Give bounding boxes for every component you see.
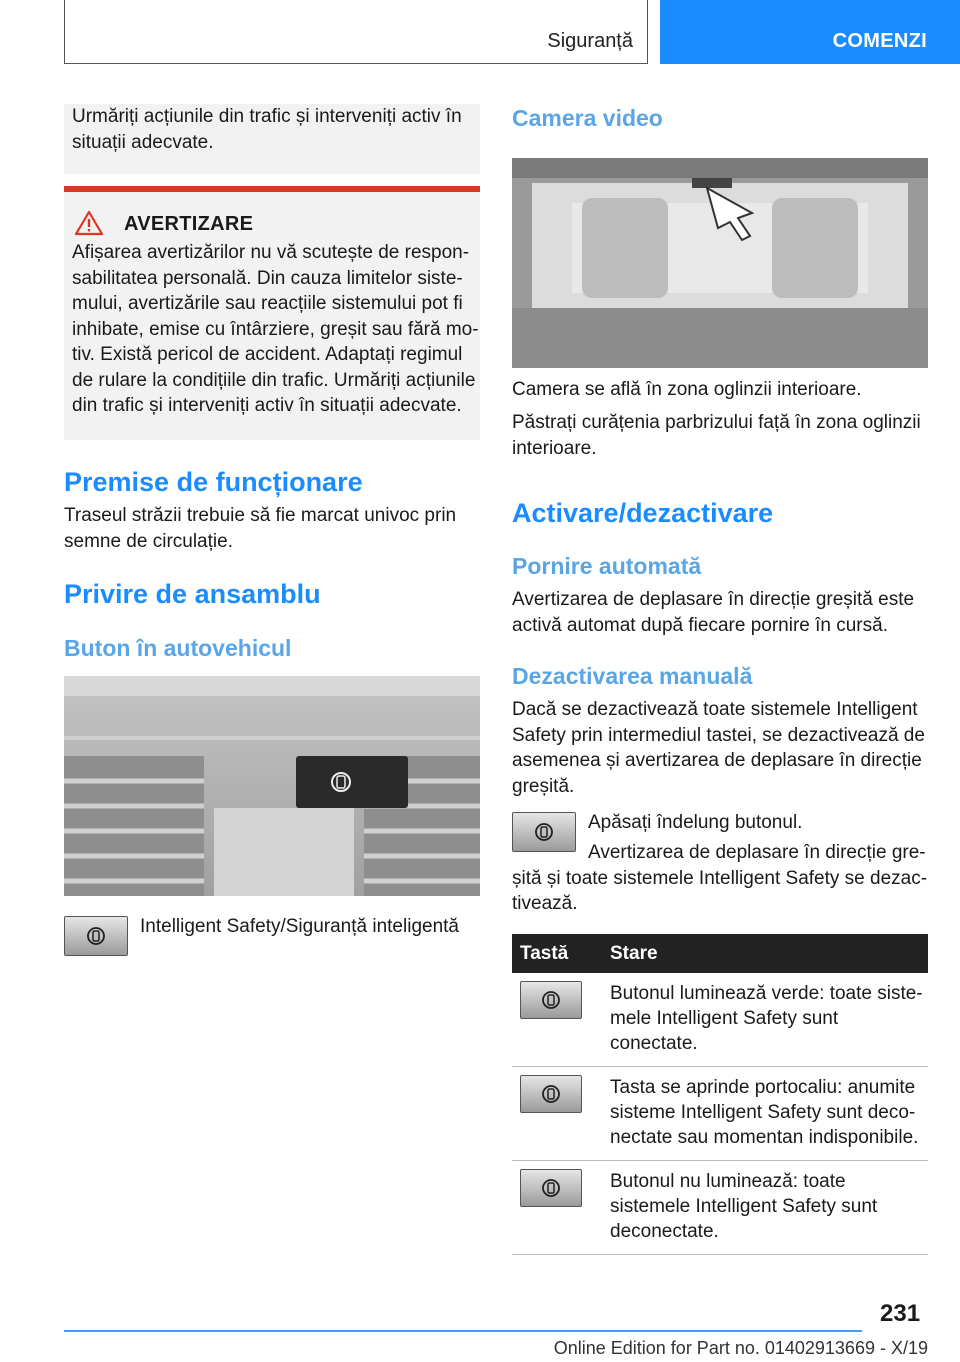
auto-heading: Pornire automată [512,553,702,579]
press-result: Avertizarea de deplasare în direcție gre-șită și toate sistemele Intelligent Safety se dezac-tivează. [512,842,928,914]
camera-photo [512,158,928,368]
header-chapter-tab [660,0,960,64]
warning-icon [74,210,104,236]
camera-heading: Camera video [512,105,663,131]
warning-line: inhibate, emise cu întârziere, greșit sau fără mo- [72,318,479,340]
camera-text-2: Păstrați curățenia parbrizului față în zona oglinzii interioare. [512,412,921,459]
button-off-icon [520,1169,582,1207]
button-orange-icon [520,1075,582,1113]
footer-line [64,1330,862,1332]
footer-edition: Online Edition for Part no. 01402913669 - X/19 [553,1338,928,1358]
premise-heading: Premise de funcționare [64,467,363,497]
warning-text [72,240,480,419]
premise-text: Traseul străzii trebuie să fie marcat univoc prin semne de circulație. [64,505,457,552]
warning-bar [64,186,480,192]
auto-text: Avertizarea de deplasare în direcție greșită este activă automat după fiecare pornire în cursă. [512,589,915,636]
table-row [512,973,928,1067]
table-header-state: Stare [602,934,928,973]
header-section-tab [64,0,648,64]
warning-title: AVERTIZARE [124,213,254,235]
warning-line: Afișarea avertizărilor nu vă scutește de respon- [72,242,470,263]
table-row [512,1161,928,1255]
overview-heading: Privire de ansamblu [64,579,321,609]
camera-text-1: Camera se află în zona oglinzii interioare. [512,379,862,400]
page-number: 231 [880,1300,921,1327]
activation-heading: Activare/dezactivare [512,498,774,528]
intelligent-safety-button-icon [64,916,128,956]
manual-heading: Dezactivarea manuală [512,663,753,689]
warning-line: mului, avertizările sau reacțiile sistemului pot fi [72,293,463,314]
warning-line: sabilitatea personală. Din cauza limitelor siste- [72,267,463,289]
status-table [512,934,928,1255]
header-section-label: Siguranță [547,30,633,52]
table-header-key: Tastă [512,934,602,973]
button-caption: Intelligent Safety/Siguranță inteligentă [140,916,459,937]
warning-line: de rulare la condițiile din trafic. Urmăriți acțiunile [72,369,476,391]
intro-box [64,104,480,174]
table-cell-state: Butonul nu luminează: toate sistemele Intelligent Safety sunt deconectate. [602,1161,928,1255]
manual-text: Dacă se dezactivează toate sistemele Intelligent Safety prin intermediul tastei, se dezactivează de asemenea și avertizarea de deplasare în direcție greșită. [512,699,925,797]
table-cell-state: Butonul luminează verde: toate siste-mele Intelligent Safety sunt conectate. [602,973,928,1067]
table-cell-state: Tasta se aprinde portocaliu: anumite sisteme Intelligent Safety sunt deco-nectate sau momentan indisponibile. [602,1067,928,1161]
intro-text: Urmăriți acțiunile din trafic și interveniți activ în situații adecvate. [72,106,462,153]
button-photo [64,676,480,896]
table-header-row [512,934,928,973]
table-row [512,1067,928,1161]
warning-line: tiv. Există pericol de accident. Adaptați regimul [72,344,463,365]
header-chapter-label: COMENZI [832,30,927,52]
button-green-icon [520,981,582,1019]
button-heading: Buton în autovehicul [64,635,292,661]
warning-line: din trafic și interveniți activ în situații adecvate. [72,395,462,416]
press-instruction: Apăsați îndelung butonul. [588,812,803,833]
